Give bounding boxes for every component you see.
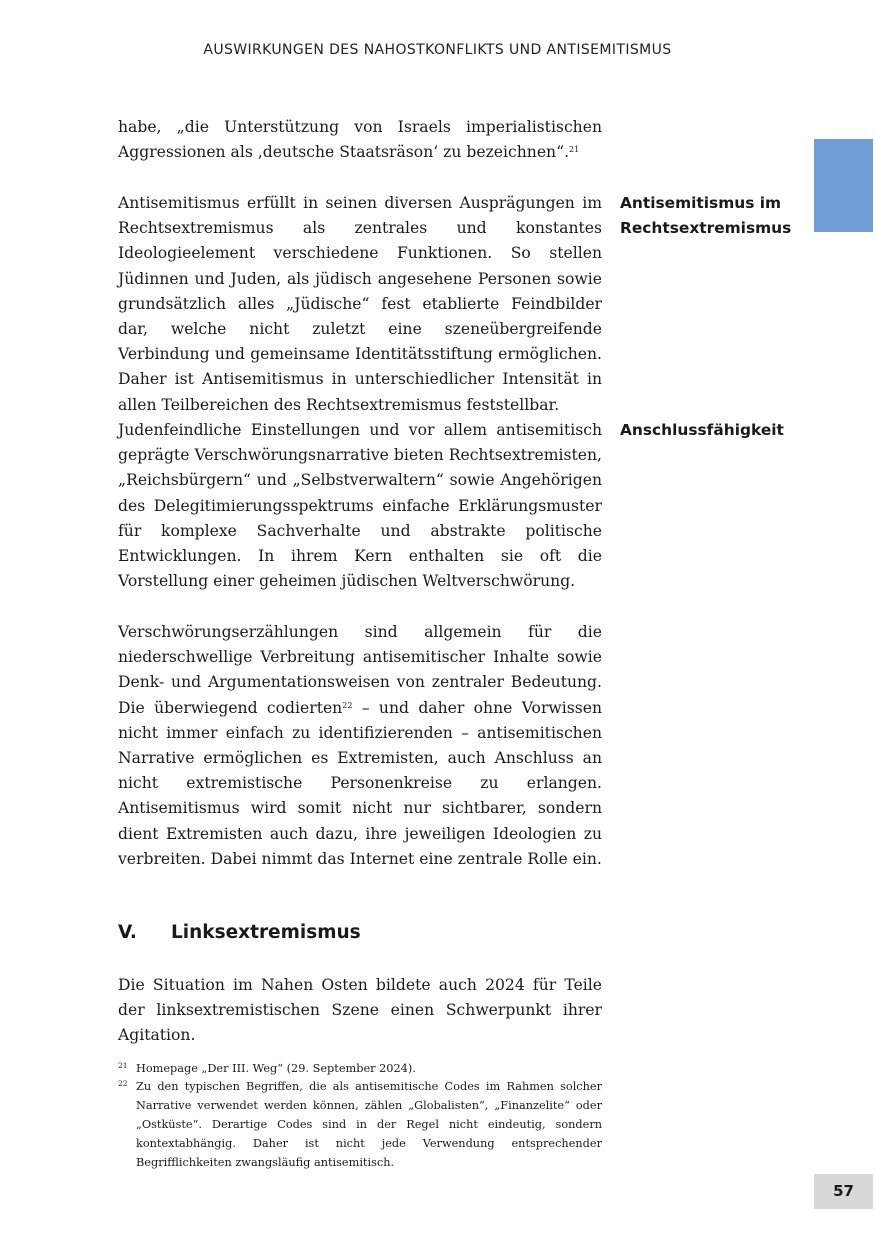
section-title: Linksextremismus [171, 922, 361, 943]
footnote-number: 22 [118, 1079, 128, 1088]
chapter-tab-marker [814, 139, 873, 232]
footnote-number: 21 [118, 1061, 128, 1070]
paragraph-quote-continuation [118, 115, 602, 165]
paragraph-verschwoerungsnarrative: Judenfeindliche Einstellungen und vor allem antisemitisch geprägte Verschwörungsnarrative bieten Rechtsextremisten, „Reichsbürgern“ und „Selbstverwaltern“ sowie Angehörigen des Delegitimierungsspektrums einfache Erklärungsmuster für komplexe Sachverhalte und abstrakte politische Entwicklungen. In ihrem Kern enthalten sie oft die Vorstellung einer geheimen jüdischen Weltverschwörung. [118, 421, 602, 591]
footnote-22 [118, 1078, 602, 1173]
paragraph-text: habe, „die Unterstützung von Israels imperialistischen Aggressionen als ‚deutsche Staatsräson‘ zu bezeichnen“. [118, 118, 602, 162]
paragraph-text: Verschwörungserzählungen sind allgemein für die niederschwellige Verbreitung antisemitischer Inhalte sowie Denk- und Argumentationsweisen von zentraler Bedeutung. Die überwiegend codierten [118, 623, 602, 717]
footnote-21 [118, 1060, 602, 1079]
footnote-ref[interactable]: 21 [569, 145, 580, 155]
page-number: 57 [814, 1174, 873, 1209]
paragraph-verschwoerungserzaehlungen [118, 620, 602, 872]
running-header: AUSWIRKUNGEN DES NAHOSTKONFLIKTS UND ANTISEMITISMUS [203, 42, 672, 58]
paragraph-text: – und daher ohne Vorwissen nicht immer einfach zu identifizierenden – antisemitischen Narrative ermöglichen es Extremisten, auch Anschluss an nicht extremistische Personenkreise zu erlangen. Antisemitismus wird somit nicht nur sichtbarer, sondern dient Extremisten auch dazu, ihre jeweiligen Ideologien zu verbreiten. Dabei nimmt das Internet eine zentrale Rolle ein. [118, 698, 603, 868]
footnote-text: Zu den typischen Begriffen, die als antisemitische Codes im Rahmen solcher Narrative verwendet werden können, zählen „Globalisten“, „Finanzelite“ oder „Ostküste“. Derartige Codes sind in der Regel nicht eindeutig, sondern kontextabhängig. Daher ist nicht jede Verwendung entsprechender Begrifflichkeiten zwangsläufig antisemitisch. [136, 1080, 602, 1169]
margin-note-anschlussfaehigkeit: Anschlussfähigkeit [620, 421, 784, 439]
footnote-text: Homepage „Der III. Weg“ (29. September 2024). [136, 1062, 416, 1075]
footnote-ref[interactable]: 22 [342, 700, 353, 710]
section-number: V. [118, 922, 137, 943]
paragraph-antisemitismus-rechtsextremismus: Antisemitismus erfüllt in seinen diversen Ausprägungen im Rechtsextremismus als zentrales und konstantes Ideologieelement verschiedene Funktionen. So stellen Jüdinnen und Juden, als jüdisch angesehene Personen sowie grundsätzlich alles „Jüdische“ fest etablierte Feindbilder dar, welche nicht zuletzt eine szeneübergreifende Verbindung und gemeinsame Identitätsstiftung ermöglichen. Daher ist Antisemitismus in unterschiedlicher Intensität in allen Teilbereichen des Rechtsextremismus feststellbar. [118, 194, 602, 414]
margin-note-antisemitismus-im-rechtsextremismus: Antisemitismus im Rechtsextremismus [620, 194, 792, 237]
section-heading [118, 920, 361, 946]
paragraph-linksextremismus-intro: Die Situation im Nahen Osten bildete auch 2024 für Teile der linksextremistischen Szene einen Schwerpunkt ihrer Agitation. [118, 976, 602, 1045]
